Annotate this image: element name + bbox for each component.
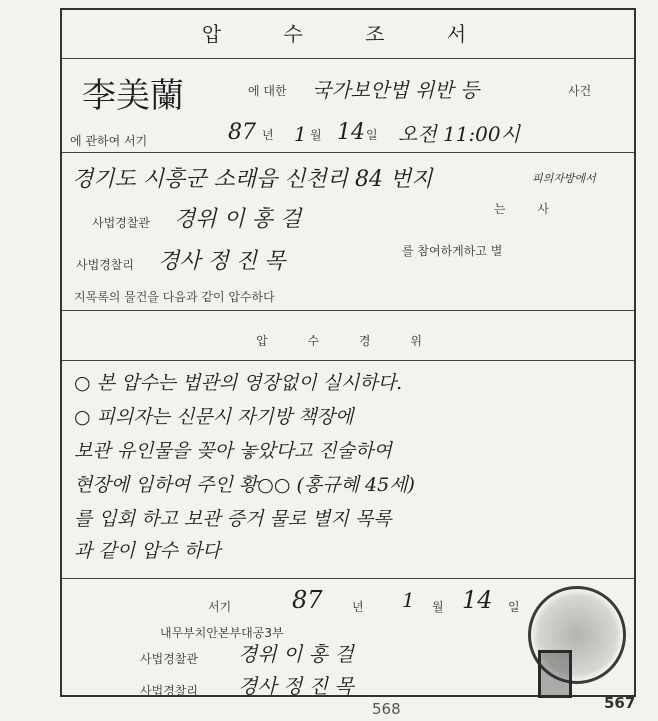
line2-nyeon: 년	[262, 128, 274, 142]
narrative-line: 보관 유인물을 꽂아 놓았다고 진술하여	[74, 440, 392, 462]
line5-label: 사법경찰리	[76, 258, 134, 272]
date-year: 87	[228, 120, 256, 145]
line2-il: 일	[366, 128, 378, 142]
section-divider-top	[62, 310, 634, 311]
document-title: 압 수 조 서	[201, 22, 495, 46]
section-divider-bottom	[62, 360, 634, 361]
footer-assistant-label: 사법경찰리	[140, 684, 198, 698]
date-month: 1	[294, 122, 307, 146]
narrative-line: 현장에 임하여 주인 황○○ (홍규혜 45세)	[74, 474, 415, 496]
assistant-name: 경사 정 진 목	[158, 249, 286, 274]
suspect-name: 李美蘭	[82, 76, 184, 116]
page-number-corner: 567	[604, 694, 636, 712]
narrative-line: 과 같이 압수 하다	[74, 540, 221, 562]
footer-day: 14	[462, 586, 493, 614]
officer-name: 경위 이 홍 걸	[174, 207, 302, 232]
footer-nyeon: 년	[352, 600, 364, 614]
seizure-place: 경기도 시흥군 소래읍 신천리 84 번지	[72, 167, 433, 192]
narrative-line: ○ 피의자는 신문시 자기방 책장에	[74, 406, 354, 428]
footer-year: 87	[292, 586, 323, 614]
case-name: 국가보안법 위반 등	[312, 78, 480, 102]
narrative-line: 를 입회 하고 보관 증거 물로 별지 목록	[74, 508, 392, 530]
footer-seogi: 서기	[208, 600, 232, 614]
seizure-place-detail: 피의자방에서	[532, 172, 596, 185]
line1-printed-a: 에 대한	[248, 84, 287, 98]
line4-tail: 는 사	[494, 202, 563, 216]
line5-tail: 를 참여하게하고 별	[402, 244, 503, 258]
footer-officer-label: 사법경찰관	[140, 652, 198, 666]
title-divider	[62, 58, 634, 59]
footer-wol: 월	[432, 600, 444, 614]
narrative-line: ○ 본 압수는 법관의 영장없이 실시하다.	[74, 372, 403, 394]
line2-printed-a: 에 관하여 서기	[70, 134, 148, 148]
line6-text: 지목록의 물건을 다음과 같이 압수하다	[74, 290, 275, 304]
section-heading: 압 수 경 위	[256, 334, 440, 348]
personal-seal-stamp	[538, 650, 572, 698]
page-number-bottom: 568	[372, 700, 401, 718]
date-time: 오전 11:00시	[398, 122, 520, 146]
line2-rule	[62, 152, 634, 153]
line1-printed-b: 사건	[568, 84, 592, 98]
line4-label: 사법경찰관	[92, 216, 150, 230]
footer-divider	[62, 578, 634, 579]
date-day: 14	[337, 120, 365, 145]
footer-month: 1	[402, 588, 415, 612]
document-frame	[60, 8, 636, 697]
footer-il: 일	[508, 600, 520, 614]
line2-wol: 월	[310, 128, 322, 142]
footer-org: 내무부치안본부대공3부	[160, 626, 284, 640]
footer-officer-signature: 경위 이 홍 걸	[238, 642, 354, 666]
footer-assistant-signature: 경사 정 진 목	[238, 674, 354, 698]
